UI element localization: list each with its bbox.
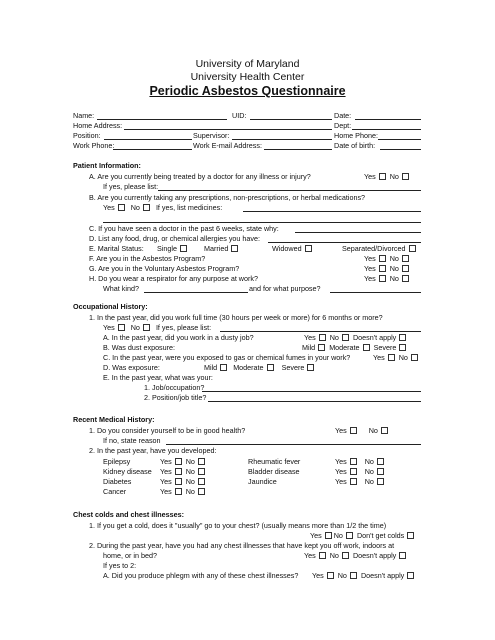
q-h-purpose-label: and for what purpose? — [249, 284, 321, 293]
q-g-no-checkbox[interactable] — [402, 265, 409, 272]
occ-q1-list-field[interactable] — [220, 331, 421, 332]
cond-kidney-options: Yes No — [160, 467, 205, 476]
cold-q2-yes-checkbox[interactable] — [319, 552, 326, 559]
name-field[interactable] — [97, 119, 227, 120]
occ-d-severe-checkbox[interactable] — [307, 364, 314, 371]
occ-b-severe-checkbox[interactable] — [399, 344, 406, 351]
dob-label: Date of birth: — [334, 141, 376, 150]
occ-b-moderate-checkbox[interactable] — [363, 344, 370, 351]
occ-b-mild-checkbox[interactable] — [318, 344, 325, 351]
cold-ifyes-label: If yes to 2: — [103, 561, 137, 570]
epilepsy-yes-checkbox[interactable] — [175, 458, 182, 465]
cold-q2-na-checkbox[interactable] — [399, 552, 406, 559]
cond-rheumatic-options: Yes No — [335, 457, 384, 466]
kidney-no-checkbox[interactable] — [198, 468, 205, 475]
q-b-text: B. Are you currently taking any prescriptions, non-prescriptions, or herbal medications? — [89, 193, 366, 202]
cold-q1-no-checkbox[interactable] — [346, 532, 353, 539]
supervisor-label: Supervisor: — [193, 131, 230, 140]
q-h-kind-label: What kind? — [103, 284, 139, 293]
q-a-text: A. Are you currently being treated by a doctor for any illness or injury? — [89, 172, 311, 181]
home-address-field[interactable] — [124, 129, 332, 130]
q-a-list-field[interactable] — [158, 190, 421, 191]
q-e-text: E. Marital Status: — [89, 244, 144, 253]
occ-e1-label: 1. Job/occupation? — [144, 383, 205, 392]
diabetes-no-checkbox[interactable] — [198, 478, 205, 485]
work-email-field[interactable] — [264, 149, 332, 150]
uid-field[interactable] — [250, 119, 332, 120]
work-phone-field[interactable] — [113, 149, 192, 150]
q-b-options: Yes No If yes, list medicines: — [103, 203, 223, 212]
occ-q1-options: Yes No If yes, please list: — [103, 323, 212, 332]
cold-a-yes-checkbox[interactable] — [327, 572, 334, 579]
occ-c-no-checkbox[interactable] — [411, 354, 418, 361]
cold-q2-options: Yes No Doesn't apply — [304, 551, 406, 560]
cancer-yes-checkbox[interactable] — [175, 488, 182, 495]
health-center-name: University Health Center — [190, 71, 305, 83]
occ-d-options: Mild Moderate Severe — [204, 363, 314, 372]
home-phone-label: Home Phone: — [334, 131, 378, 140]
cold-q2-text: 2. During the past year, have you had any chest illnesses that have kept you off work, indoors at — [89, 541, 395, 550]
cond-cancer: Cancer — [103, 487, 127, 496]
cold-q1-yes-checkbox[interactable] — [325, 532, 332, 539]
occ-c-options: Yes No — [373, 353, 418, 362]
q-h-text: H. Do you wear a respirator for any purpose at work? — [89, 274, 258, 283]
cancer-no-checkbox[interactable] — [198, 488, 205, 495]
q-c-text: C. If you have seen a doctor in the past 6 weeks, state why: — [89, 224, 279, 233]
chest-colds-heading: Chest colds and chest illnesses: — [73, 510, 185, 519]
occ-e2-field[interactable] — [208, 401, 421, 402]
dob-field[interactable] — [380, 149, 421, 150]
med-q1-reason-field[interactable] — [166, 444, 421, 445]
q-b-no-checkbox[interactable] — [143, 204, 150, 211]
cold-a-text: A. Did you produce phlegm with any of these chest illnesses? — [103, 571, 299, 580]
widowed-checkbox[interactable] — [305, 245, 312, 252]
q-b-yes-checkbox[interactable] — [118, 204, 125, 211]
cond-epilepsy-options: Yes No — [160, 457, 205, 466]
position-field[interactable] — [104, 139, 192, 140]
supervisor-field[interactable] — [232, 139, 332, 140]
occ-b-options: Mild Moderate Severe — [302, 343, 406, 352]
med-q1-text: 1. Do you consider yourself to be in good health? — [89, 426, 246, 435]
med-q2-text: 2. In the past year, have you developed: — [89, 446, 217, 455]
occupational-heading: Occupational History: — [73, 302, 148, 311]
q-a-no-checkbox[interactable] — [402, 173, 409, 180]
cold-a-options: Yes No Doesn't apply — [312, 571, 414, 580]
occ-a-na-checkbox[interactable] — [399, 334, 406, 341]
cold-q1-options: Yes No Don't get colds — [310, 531, 414, 540]
occ-a-yes-checkbox[interactable] — [319, 334, 326, 341]
epilepsy-no-checkbox[interactable] — [198, 458, 205, 465]
cold-q1-dont-checkbox[interactable] — [407, 532, 414, 539]
q-g-options: Yes No — [364, 264, 409, 273]
med-q1-yes-checkbox[interactable] — [350, 427, 357, 434]
bladder-yes-checkbox[interactable] — [350, 468, 357, 475]
marital-married: Married — [204, 244, 238, 253]
occ-e-text: E. In the past year, what was your: — [103, 373, 213, 382]
cond-bladder-options: Yes No — [335, 467, 384, 476]
home-address-label: Home Address: — [73, 121, 123, 130]
occ-q1-text: 1. In the past year, did you work full time (30 hours per week or more) for 6 months or more? — [89, 313, 383, 322]
university-name: University of Maryland — [195, 58, 300, 70]
name-label: Name: — [73, 111, 95, 120]
q-a-yes-checkbox[interactable] — [379, 173, 386, 180]
date-field[interactable] — [355, 119, 421, 120]
q-a-options: Yes No — [364, 172, 409, 181]
occ-q1-no-checkbox[interactable] — [143, 324, 150, 331]
q-h-kind-field[interactable] — [144, 292, 248, 293]
occ-c-text: C. In the past year, were you exposed to gas or chemical fumes in your work? — [103, 353, 351, 362]
occ-b-text: B. Was dust exposure: — [103, 343, 176, 352]
occ-a-no-checkbox[interactable] — [342, 334, 349, 341]
rheumatic-yes-checkbox[interactable] — [350, 458, 357, 465]
work-phone-label: Work Phone: — [73, 141, 115, 150]
page-title: Periodic Asbestos Questionnaire — [149, 84, 346, 98]
occ-c-yes-checkbox[interactable] — [388, 354, 395, 361]
occ-e2-label: 2. Position/job title? — [144, 393, 207, 402]
jaundice-yes-checkbox[interactable] — [350, 478, 357, 485]
marital-widowed: Widowed — [272, 244, 312, 253]
q-a-list-label: If yes, please list: — [103, 182, 159, 191]
cond-rheumatic: Rheumatic fever — [248, 457, 301, 466]
occ-d-mild-checkbox[interactable] — [220, 364, 227, 371]
cond-epilepsy: Epilepsy — [103, 457, 131, 466]
q-h-options: Yes No — [364, 274, 409, 283]
q-f-yes-checkbox[interactable] — [379, 255, 386, 262]
dept-label: Dept: — [334, 121, 352, 130]
bladder-no-checkbox[interactable] — [377, 468, 384, 475]
q-b-list-field[interactable] — [243, 211, 421, 212]
q-g-yes-checkbox[interactable] — [379, 265, 386, 272]
q-d-field[interactable] — [268, 242, 421, 243]
cond-jaundice: Jaundice — [248, 477, 277, 486]
jaundice-no-checkbox[interactable] — [377, 478, 384, 485]
occ-a-text: A. In the past year, did you work in a dusty job? — [103, 333, 254, 342]
q-h-purpose-field[interactable] — [330, 292, 421, 293]
work-email-label: Work E-mail Address: — [193, 141, 262, 150]
cold-a-na-checkbox[interactable] — [407, 572, 414, 579]
home-phone-field[interactable] — [378, 139, 421, 140]
q-f-no-checkbox[interactable] — [402, 255, 409, 262]
rheumatic-no-checkbox[interactable] — [377, 458, 384, 465]
med-q1-no-checkbox[interactable] — [381, 427, 388, 434]
uid-label: UID: — [232, 111, 247, 120]
q-c-field[interactable] — [295, 232, 421, 233]
q-f-text: F. Are you in the Asbestos Program? — [89, 254, 206, 263]
kidney-yes-checkbox[interactable] — [175, 468, 182, 475]
cond-cancer-options: Yes No — [160, 487, 205, 496]
patient-info-heading: Patient Information: — [73, 161, 141, 170]
occ-d-text: D. Was exposure: — [103, 363, 160, 372]
single-checkbox[interactable] — [180, 245, 187, 252]
q-d-text: D. List any food, drug, or chemical allergies you have: — [89, 234, 260, 243]
date-label: Date: — [334, 111, 352, 120]
position-label: Position: — [73, 131, 101, 140]
occ-d-moderate-checkbox[interactable] — [267, 364, 274, 371]
cold-a-no-checkbox[interactable] — [350, 572, 357, 579]
diabetes-yes-checkbox[interactable] — [175, 478, 182, 485]
cond-kidney: Kidney disease — [103, 467, 152, 476]
q-f-options: Yes No — [364, 254, 409, 263]
q-b-list-field-2[interactable] — [103, 222, 421, 223]
separated-checkbox[interactable] — [409, 245, 416, 252]
cond-bladder: Bladder disease — [248, 467, 300, 476]
q-g-text: G. Are you in the Voluntary Asbestos Program? — [89, 264, 240, 273]
q-h-yes-checkbox[interactable] — [379, 275, 386, 282]
medical-heading: Recent Medical History: — [73, 415, 155, 424]
med-q1-reason-label: If no, state reason — [103, 436, 161, 445]
married-checkbox[interactable] — [231, 245, 238, 252]
marital-separated: Separated/Divorced — [342, 244, 416, 253]
occ-q1-yes-checkbox[interactable] — [118, 324, 125, 331]
cond-diabetes: Diabetes — [103, 477, 132, 486]
q-h-no-checkbox[interactable] — [402, 275, 409, 282]
marital-single: Single — [157, 244, 187, 253]
med-q1-options: Yes No — [335, 426, 388, 435]
occ-a-options: Yes No Doesn't apply — [304, 333, 406, 342]
cond-diabetes-options: Yes No — [160, 477, 205, 486]
cond-jaundice-options: Yes No — [335, 477, 384, 486]
cold-q1-text: 1. If you get a cold, does it "usually" go to your chest? (usually means more than 1/2 the time) — [89, 521, 387, 530]
occ-e1-field[interactable] — [202, 391, 421, 392]
cold-q2-text-cont: home, or in bed? — [103, 551, 157, 560]
cold-q2-no-checkbox[interactable] — [342, 552, 349, 559]
dept-field[interactable] — [352, 129, 421, 130]
